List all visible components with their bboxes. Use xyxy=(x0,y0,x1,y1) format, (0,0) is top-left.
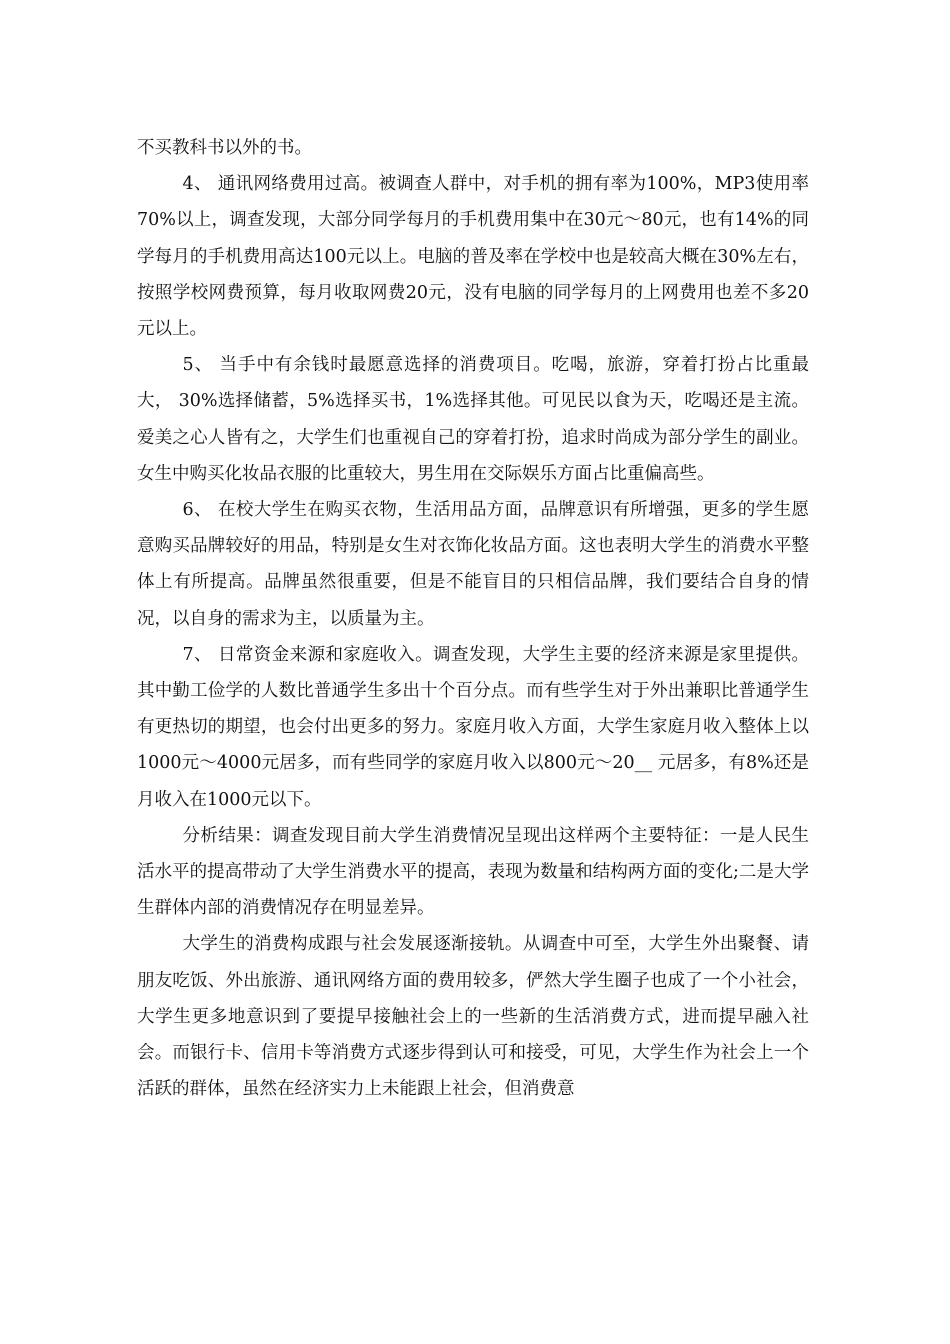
body-text xyxy=(137,130,809,1107)
paragraph-consumption-structure: 大学生的消费构成跟与社会发展逐渐接轨。从调查中可至，大学生外出聚餐、请朋友吃饭、外出旅游、通讯网络方面的费用较多，俨然大学生圈子也成了一个小社会，大学生更多地意识到了要提早接触社会上的一些新的生活消费方式，进而提早融入社会。而银行卡、信用卡等消费方式逐步得到认可和接受，可见，大学生作为社会上一个活跃的群体，虽然在经济实力上未能跟上社会，但消费意 xyxy=(137,934,809,1100)
paragraph-continuation: 不买教科书以外的书。 xyxy=(137,138,312,158)
paragraph-item-6-brand-awareness: 6、 在校大学生在购买衣物，生活用品方面，品牌意识有所增强，更多的学生愿意购买品牌较好的用品，特别是女生对衣饰化妆品方面。这也表明大学生的消费水平整体上有所提高。品牌虽然很重要，但是不能盲目的只相信品牌，我们要结合自身的情况，以自身的需求为主，以质量为主。 xyxy=(137,500,809,629)
paragraph-item-5-spare-money: 5、 当手中有余钱时最愿意选择的消费项目。吃喝，旅游，穿着打扮占比重最大， 30%选择储蓄，5%选择买书，1%选择其他。可见民以食为天，吃喝还是主流。爱美之心人皆有之，大学生们也重视自己的穿着打扮，追求时尚成为部分学生的副业。女生中购买化妆品衣服的比重较大，男生用在交际娱乐方面占比重偏高些。 xyxy=(137,355,809,484)
paragraph-item-4-communication-costs: 4、 通讯网络费用过高。被调查人群中，对手机的拥有率为100%，MP3使用率70%以上，调查发现，大部分同学每月的手机费用集中在30元～80元，也有14%的同学每月的手机费用高达100元以上。电脑的普及率在学校中也是较高大概在30%左右，按照学校网费预算，每月收取网费20元，没有电脑的同学每月的上网费用也差不多20元以上。 xyxy=(137,174,809,340)
paragraph-item-7-income-sources: 7、 日常资金来源和家庭收入。调查发现，大学生主要的经济来源是家里提供。其中勤工俭学的人数比普通学生多出十个百分点。而有些学生对于外出兼职比普通学生有更热切的期望，也会付出更多的努力。家庭月收入方面，大学生家庭月收入整体上以1000元～4000元居多，而有些同学的家庭月收入以800元～20__ 元居多，有8%还是月收入在1000元以下。 xyxy=(137,644,809,810)
paragraph-analysis-results: 分析结果：调查发现目前大学生消费情况呈现出这样两个主要特征：一是人民生活水平的提高带动了大学生消费水平的提高，表现为数量和结构两方面的变化;二是大学生群体内部的消费情况存在明显差异。 xyxy=(137,825,809,919)
